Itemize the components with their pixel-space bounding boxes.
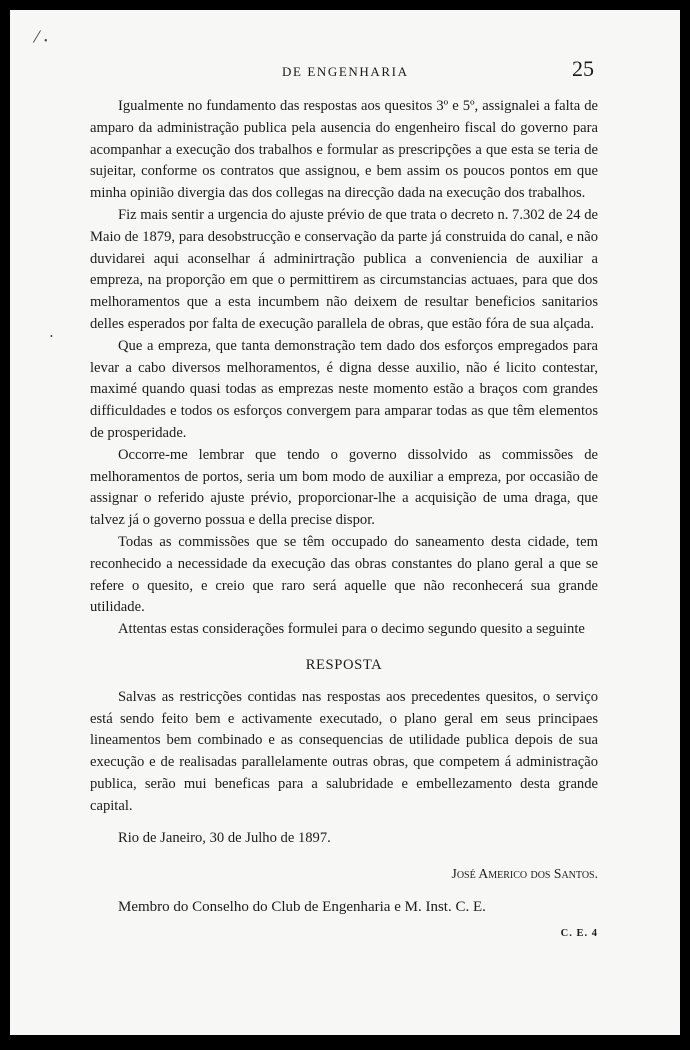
- membership-line: Membro do Conselho do Club de Engenharia e M. Inst. C. E.: [118, 899, 486, 916]
- paragraph: Occorre-me lembrar que tendo o governo dissolvido as commissões de melhoramentos de portos, seria um bom modo de auxiliar a empreza, por occasião de assignar o referido ajuste prévio, proporcionar-lhe a acquisição de uma draga, que talvez já o governo possua e della precise dispor.: [90, 446, 598, 529]
- signature-mark: C. E. 4: [560, 927, 598, 939]
- section-heading: RESPOSTA: [305, 656, 383, 673]
- paragraph: Attentas estas considerações formulei para o decimo segundo quesito a seguinte: [118, 621, 585, 638]
- running-title: DE ENGENHARIA: [282, 64, 409, 79]
- date-line: Rio de Janeiro, 30 de Julho de 1897.: [118, 829, 331, 846]
- paragraph: Todas as commissões que se têm occupado do saneamento desta cidade, tem reconhecido a necessidade da execução das obras constantes do plano geral a que se refere o quesito, e creio que raro será aquelle que não reconhecerá sua grande utilidade.: [90, 533, 598, 616]
- book-page: [10, 10, 680, 1035]
- margin-pencil-mark: /: [31, 25, 42, 49]
- margin-dot-mark: •: [50, 332, 53, 341]
- running-head: [10, 56, 680, 82]
- signature: José Americo dos Santos.: [451, 866, 598, 882]
- response-paragraph: Salvas as restricções contidas nas respostas aos precedentes quesitos, o serviço está sendo feito bem e activamente executado, o plano geral em seus principaes lineamentos bem combinado e as consequencias de utilidade publica depois de sua execução e de realisadas parallelamente outras obras, que competem á administração publica, serão mui beneficas para a salubridade e embellezamento desta grande capital.: [90, 688, 598, 814]
- paragraph: Que a empreza, que tanta demonstração tem dado dos esforços empregados para levar a cabo diversos melhoramentos, é digna desse auxilio, não é licito contestar, maximé quando quasi todas as emprezas neste momento estão a braços com grandes difficuldades e todos os esforços convergem para amparar todas as que têm elementos de prosperidade.: [90, 337, 598, 441]
- paragraph: Igualmente no fundamento das respostas aos quesitos 3º e 5º, assignalei a falta de amparo da administração publica pela ausencia do engenheiro fiscal do governo para acompanhar a execução dos trabalhos e formular as prescripções a que esta se teria de sujeitar, conforme os contratos que assignou, e bem assim os poucos pontos em que minha opinião divergia das dos collegas na direcção dada na execução dos trabalhos.: [90, 98, 598, 202]
- page-text: [90, 96, 598, 945]
- margin-dot-mark: •: [44, 36, 48, 47]
- page-number: 25: [572, 56, 594, 81]
- paragraph: Fiz mais sentir a urgencia do ajuste prévio de que trata o decreto n. 7.302 de 24 de Maio de 1879, para desobstrucção e conservação da parte já construida do canal, e não duvidarei aqui aconselhar á adminirtração publica a conveniencia de auxiliar a empreza, na proporção em que o permittirem as circumstancias actuaes, para que dos melhoramentos que a esta incumbem não deixem de resultar beneficios sanitarios delles esperados por falta de execução parallela de obras, que estão fóra de sua alçada.: [90, 206, 598, 332]
